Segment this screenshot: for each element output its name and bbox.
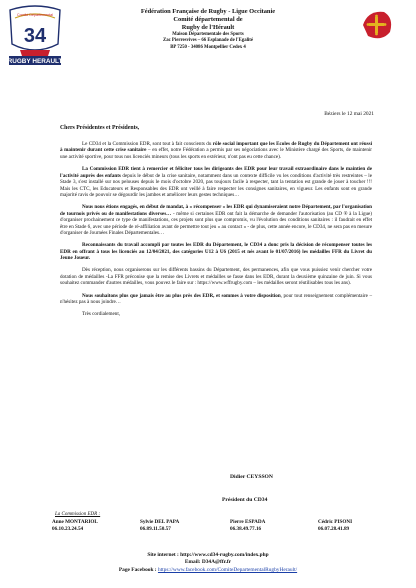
footer-facebook: [0, 567, 416, 574]
letter-body: [60, 141, 372, 324]
footer-email: Email: D34A@ffr.fr: [184, 559, 232, 566]
member-4: [318, 519, 398, 533]
member-phone: 06.38.49.77.16: [230, 525, 262, 532]
member-name: Sylvie DEL PAPA: [140, 519, 180, 525]
commission-label: La Commission EDR :: [55, 512, 101, 517]
cd34-logo-number: 34: [23, 25, 47, 47]
p6-text-bold: Nous souhaitons plus que jamais être au plus près des EDR, et sommes à votre disposition: [82, 292, 281, 299]
p6-text: , pour tout renseignement complémentaire – n'hésitez pas à nous joindre…: [60, 292, 372, 306]
member-1: [52, 519, 132, 533]
salutation: Chers Présidentes et Présidents,: [60, 125, 140, 131]
paragraph-5: Dès réception, nous organiserons sur les différents bassins du Département, des permanences, afin que vous puissiez venir chercher votre dotation de médailles -La FFR préconise que la remise des Livrets et médailles se fasse dans les EDR, durant la deuxième quinzaine de juin. Si vous souhaitez commander d'autres médailles, vous pouvez le faire sur : https://www.wffrugby.com – les médailles seront réutilisables tous les ans).: [60, 267, 372, 287]
member-phone: 06.07.28.41.89: [318, 525, 350, 532]
footer-site: Site internet : http://www.cd34-rugby.com/index.php: [147, 552, 269, 558]
header-federation: Fédération Française de Rugby - Ligue Occitanie: [140, 8, 276, 15]
member-name: Cédric PISONI: [318, 519, 353, 525]
signatory-role: Président du CD34: [222, 497, 268, 503]
cd34-logo-bottom-text: RUGBY HERAULT: [7, 58, 63, 65]
occitanie-logo: [360, 8, 394, 42]
member-2: [140, 519, 220, 533]
footer-facebook-label: Page Facebook :: [118, 566, 158, 573]
header-maison: Maison Départementale des Sports: [172, 32, 244, 37]
p1-text-c: – en effet, notre Fédération a permis par ses négociations avec le Ministère chargé des Sports, de maintenir une activité sportive, pour tous nos licenciés mineurs (tous les sports en extérieur, n'ont pas eu cette chance).: [60, 147, 372, 160]
paragraph-4: Reconnaissants du travail accompli par toutes les EDR du Département, le CD34 a donc pris la décision de récompenser toutes les EDR en offrant à tous les licenciés au 12/04/2021, des catégories U12 à U6 (2015 et nés avant le 01/07/2016) les médailles FFR du Livret du Jeune Joueur.: [60, 242, 372, 262]
paragraph-6: [60, 293, 372, 306]
p3-text: - même si certaines EDR ont fait la démarche de demander l'autorisation (au CD ® à la Ligue) d'organiser prochainement ce type de manifestations, ces projets sont plus que compromis, vu l'évolution des conditions sanitaires : il faudrait en effet être en Stade 6, avec une période de ré-affiliation avant de permettre tout jeu « au contact » - de plus, cette année encore, le CD34, ne sera pas en mesure d'organiser de Journées Finales Départementales…: [60, 210, 372, 237]
p2-text-bold: La Commission EDR tient à remercier et féliciter tous les dirigeants des EDR pour leur travail extraordinaire dans le maintien de l'activité auprès des enfants: [60, 166, 372, 179]
letter-date: Béziers le 12 mai 2021: [324, 111, 374, 117]
paragraph-3: [60, 204, 372, 236]
member-3: [230, 519, 310, 533]
header-address: Zac Pierresvives – 66 Esplanade de l'Egalité: [163, 38, 253, 44]
occitanie-cross-icon: [360, 8, 394, 42]
paragraph-closing: Très cordialement,: [82, 311, 121, 318]
paragraph-2: [60, 166, 372, 198]
member-name: Anne MONTARIOL: [52, 519, 98, 525]
p2-text: depuis le début de la crise sanitaire, notamment dans un contexte difficile vu les conditions d'activité très restreintes – le Stade 3, s'est installé sur nos pelouses depuis le mois d'octobre 2020, pas toujours facile à respecter, tant la tentation est grande de jouer à toucher !!! Mais les CTC, les Educateurs et Responsables des EDR ont veillé à faire respecter les consignes sanitaires, en vigueur. Les enfants sont en grande majorité ravis de pouvoir se dégourdir les jambes et améliorer leurs gestes techniques…: [60, 172, 372, 198]
p3-text-bold: Nous nous étions engagés, en début de mandat, à « récompenser » les EDR qui dynamiseraient notre Département, par l'organisation de tournois privés ou de manifestations diverses…: [60, 204, 372, 217]
facebook-link[interactable]: https://www.facebook.com/ComiteDepartementalRugbyHerault/: [157, 566, 298, 573]
letterhead: [90, 8, 326, 51]
paragraph-1: [60, 141, 372, 160]
p1-text-a: Le CD34 et la Commission EDR, sont tout à fait conscients du: [82, 141, 213, 147]
cd34-logo-shield-icon: [6, 4, 64, 68]
p1-text-bold: rôle social important que les Ecoles de Rugby du Département ont réussi à maintenir durant cette crise sanitaire: [60, 141, 373, 154]
member-name: Pierre ESPADA: [230, 519, 266, 525]
member-phone: 06.10.23.24.54: [52, 525, 84, 532]
header-rugby: Rugby de l'Hérault: [181, 24, 235, 31]
cd34-logo: [6, 4, 64, 68]
letter-footer: [0, 552, 416, 574]
header-postal: BP 7250 - 34086 Montpellier Cedex 4: [170, 44, 246, 50]
signatory-name: Didier CEYSSON: [230, 474, 273, 480]
header-committee: Comité départemental de: [173, 16, 243, 23]
member-phone: 06.89.11.50.57: [140, 525, 171, 532]
cd34-logo-arc-text: Comité Départemental: [17, 13, 53, 17]
